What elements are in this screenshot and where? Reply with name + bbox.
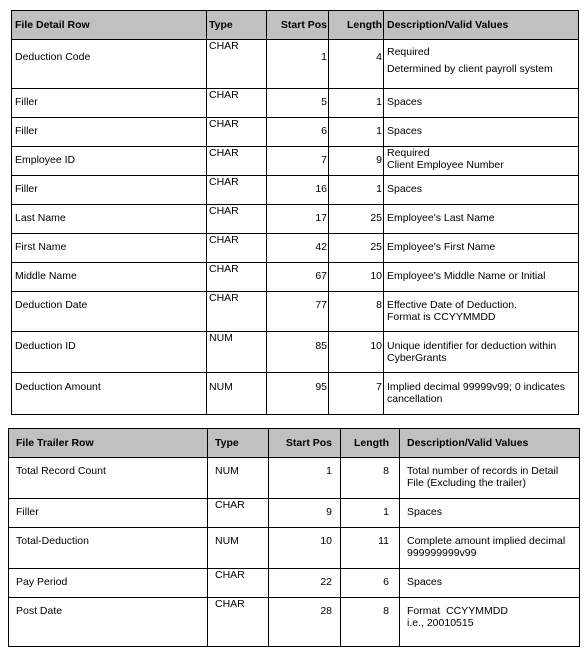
description-line: Required: [387, 46, 430, 58]
field-length: 10: [329, 263, 384, 292]
field-description: [384, 373, 579, 415]
field-start: 42: [267, 234, 329, 263]
description-line: Unique identifier for deduction within: [387, 340, 557, 352]
description-line: 999999999v99: [407, 547, 477, 559]
table-row: [12, 40, 579, 89]
description-line: Implied decimal 99999v99; 0 indicates: [387, 381, 566, 393]
field-type: CHAR: [207, 263, 267, 292]
field-start: 85: [267, 332, 329, 373]
field-start: 28: [269, 598, 341, 647]
field-type: CHAR: [207, 234, 267, 263]
file-detail-table: [11, 10, 579, 415]
field-name: Deduction Code: [12, 40, 207, 89]
description-line: Effective Date of Deduction.: [387, 299, 517, 311]
field-name: First Name: [12, 234, 207, 263]
field-start: 77: [267, 292, 329, 332]
field-length: 8: [329, 292, 384, 332]
table-row: [12, 292, 579, 332]
field-name: Post Date: [9, 598, 208, 647]
field-length: 1: [329, 118, 384, 147]
field-type: CHAR: [207, 89, 267, 118]
field-type: CHAR: [208, 499, 269, 528]
field-description: [384, 292, 579, 332]
field-description: [400, 528, 580, 569]
field-start: 7: [267, 147, 329, 176]
field-name: Pay Period: [9, 569, 208, 598]
field-type: CHAR: [207, 118, 267, 147]
field-start: 17: [267, 205, 329, 234]
field-name: Filler: [12, 118, 207, 147]
field-name: Middle Name: [12, 263, 207, 292]
field-start: 10: [269, 528, 341, 569]
field-length: 8: [341, 598, 400, 647]
trailer-header-row-name: File Trailer Row: [9, 429, 208, 458]
field-start: 5: [267, 89, 329, 118]
field-start: 1: [267, 40, 329, 89]
detail-header-row-name: File Detail Row: [12, 11, 207, 40]
field-description: Spaces: [384, 89, 579, 118]
table-row: [9, 598, 580, 647]
field-type: CHAR: [207, 147, 267, 176]
field-type: CHAR: [207, 40, 267, 89]
field-name: Total Record Count: [9, 458, 208, 499]
field-name: Deduction Date: [12, 292, 207, 332]
detail-header-length: Length: [329, 11, 384, 40]
field-description: Employee's First Name: [384, 234, 579, 263]
detail-header-row: [12, 11, 579, 40]
field-description: Spaces: [384, 176, 579, 205]
field-name: Deduction Amount: [12, 373, 207, 415]
table-row: [9, 569, 580, 598]
field-type: CHAR: [208, 569, 269, 598]
field-type: CHAR: [208, 598, 269, 647]
table-row: [12, 147, 579, 176]
field-description: [384, 40, 579, 89]
trailer-header-length: Length: [341, 429, 400, 458]
field-start: 6: [267, 118, 329, 147]
field-start: 9: [269, 499, 341, 528]
description-line: i.e., 20010515: [407, 617, 474, 629]
field-length: 25: [329, 205, 384, 234]
field-length: 9: [329, 147, 384, 176]
table-row: [12, 263, 579, 292]
field-name: Deduction ID: [12, 332, 207, 373]
table-row: [9, 528, 580, 569]
trailer-header-start: Start Pos: [269, 429, 341, 458]
description-line: CyberGrants: [387, 352, 447, 364]
field-length: 6: [341, 569, 400, 598]
field-description: Employee's Middle Name or Initial: [384, 263, 579, 292]
field-description: [384, 332, 579, 373]
field-length: 8: [341, 458, 400, 499]
field-name: Total-Deduction: [9, 528, 208, 569]
field-name: Filler: [9, 499, 208, 528]
table-row: [12, 89, 579, 118]
field-type: NUM: [207, 332, 267, 373]
detail-header-type: Type: [207, 11, 267, 40]
field-start: 22: [269, 569, 341, 598]
table-row: [12, 118, 579, 147]
field-start: 67: [267, 263, 329, 292]
field-name: Last Name: [12, 205, 207, 234]
detail-header-start: Start Pos: [267, 11, 329, 40]
field-length: 10: [329, 332, 384, 373]
field-type: NUM: [208, 458, 269, 499]
field-length: 4: [329, 40, 384, 89]
table-row: [12, 332, 579, 373]
description-line: Required: [387, 147, 430, 159]
description-line: Format CCYYMMDD: [407, 605, 508, 617]
field-start: 16: [267, 176, 329, 205]
trailer-header-type: Type: [208, 429, 269, 458]
field-name: Filler: [12, 176, 207, 205]
file-trailer-table: [8, 428, 580, 647]
description-line: Client Employee Number: [387, 159, 504, 171]
field-description: Spaces: [400, 499, 580, 528]
field-type: CHAR: [207, 292, 267, 332]
table-row: [9, 499, 580, 528]
description-line: Complete amount implied decimal: [407, 535, 566, 547]
table-row: [12, 205, 579, 234]
field-length: 7: [329, 373, 384, 415]
field-start: 95: [267, 373, 329, 415]
field-type: NUM: [207, 373, 267, 415]
description-line: File (Excluding the trailer): [407, 477, 527, 489]
field-start: 1: [269, 458, 341, 499]
field-type: NUM: [208, 528, 269, 569]
detail-header-desc: Description/Valid Values: [384, 11, 579, 40]
field-description: Spaces: [384, 118, 579, 147]
table-row: [9, 458, 580, 499]
field-description: Employee's Last Name: [384, 205, 579, 234]
field-type: CHAR: [207, 176, 267, 205]
field-description: Spaces: [400, 569, 580, 598]
field-length: 1: [341, 499, 400, 528]
field-name: Filler: [12, 89, 207, 118]
field-description: [400, 598, 580, 647]
field-length: 11: [341, 528, 400, 569]
table-row: [12, 176, 579, 205]
table-row: [12, 234, 579, 263]
field-description: [384, 147, 579, 176]
table-row: [12, 373, 579, 415]
field-length: 1: [329, 89, 384, 118]
field-name: Employee ID: [12, 147, 207, 176]
description-line: cancellation: [387, 393, 443, 405]
field-length: 25: [329, 234, 384, 263]
field-length: 1: [329, 176, 384, 205]
description-line: Total number of records in Detail: [407, 465, 559, 477]
trailer-header-desc: Description/Valid Values: [400, 429, 580, 458]
field-description: [400, 458, 580, 499]
field-type: CHAR: [207, 205, 267, 234]
description-line: Determined by client payroll system: [387, 63, 553, 75]
description-line: Format is CCYYMMDD: [387, 311, 496, 323]
trailer-header-row: [9, 429, 580, 458]
